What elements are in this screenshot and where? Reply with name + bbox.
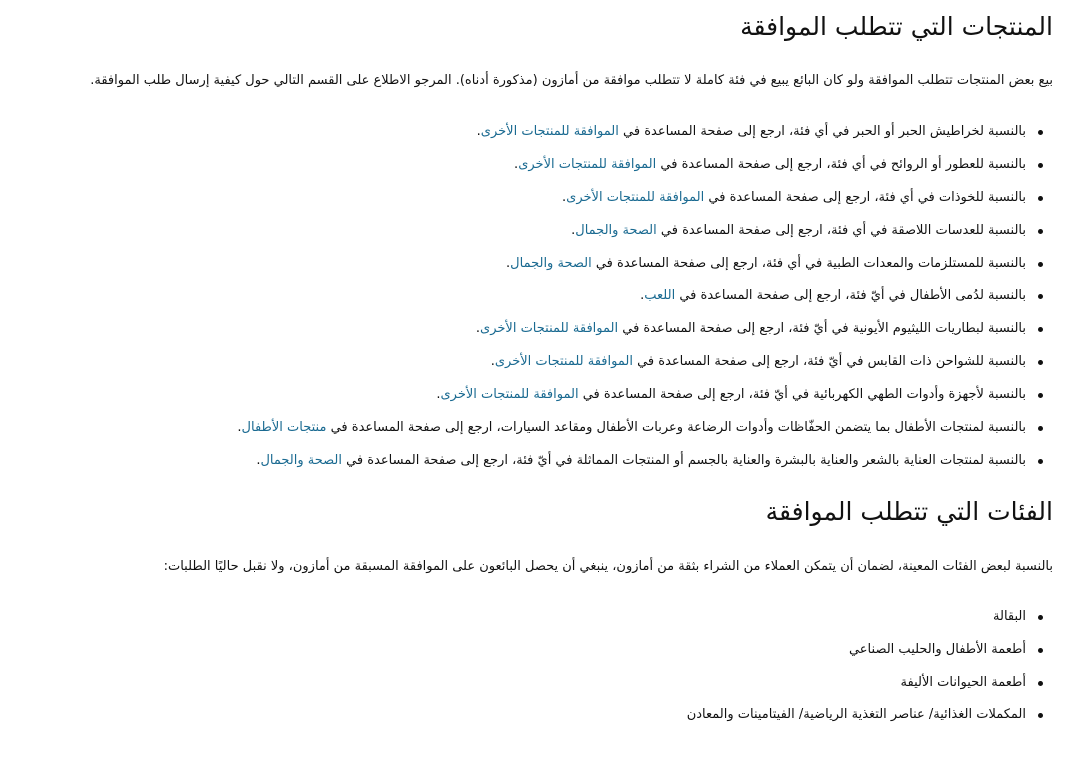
list-item: أطعمة الأطفال والحليب الصناعي — [4, 641, 1053, 674]
help-link-baby-products[interactable]: منتجات الأطفال — [241, 420, 327, 436]
list-item-text: بالنسبة لأجهزة وأدوات الطهي الكهربائية في أيّ فئة، ارجع إلى صفحة المساعدة في — [578, 387, 1026, 403]
list-item-end: . — [562, 189, 567, 205]
list-item-text: بالنسبة لخراطيش الحبر أو الحبر في أي فئة، ارجع إلى صفحة المساعدة في — [618, 124, 1026, 139]
list-item-end: . — [514, 156, 519, 172]
list-item: المكملات الغذائية/ عناصر التغذية الرياضية/ الفيتامينات والمعادن — [4, 706, 1053, 739]
list-item — [4, 123, 1053, 156]
products-intro-text: بيع بعض المنتجات تتطلب الموافقة ولو كان البائع يبيع في فئة كاملة لا تتطلب موافقة من أمازون (مذكورة أدناه). المرجو الاطلاع على القسم التالي حول كيفية إرسال طلب الموافقة. — [90, 73, 1053, 88]
list-item — [4, 287, 1053, 320]
list-item-end: . — [256, 452, 261, 468]
list-item-end: . — [436, 387, 441, 403]
list-item — [4, 189, 1053, 222]
list-item — [4, 255, 1053, 288]
categories-intro-text: بالنسبة لبعض الفئات المعينة، لضمان أن يتمكن العملاء من الشراء بثقة من أمازون، ينبغي أن يحصل البائعون على الموافقة المسبقة من أمازون، ولا نقبل حاليًا الطلبات: — [163, 558, 1053, 574]
help-link-health-beauty[interactable]: الصحة والجمال — [260, 452, 342, 468]
help-link-other-products[interactable]: الموافقة للمنتجات الأخرى — [480, 321, 619, 337]
list-item-end: . — [476, 124, 481, 139]
help-link-other-products[interactable]: الموافقة للمنتجات الأخرى — [518, 156, 657, 172]
list-item-end: . — [640, 288, 645, 304]
list-item: أطعمة الحيوانات الأليفة — [4, 674, 1053, 707]
list-item-text: بالنسبة لدُمى الأطفال في أيّ فئة، ارجع إلى صفحة المساعدة في — [675, 288, 1026, 304]
help-link-other-products[interactable]: الموافقة للمنتجات الأخرى — [480, 124, 619, 139]
list-item-text: بالنسبة لمنتجات العناية بالشعر والعناية بالبشرة والعناية بالجسم أو المنتجات المماثلة في أيّ فئة، ارجع إلى صفحة المساعدة في — [341, 452, 1026, 468]
list-item-text: بالنسبة للعدسات اللاصقة في أي فئة، ارجع إلى صفحة المساعدة في — [656, 222, 1026, 238]
list-item-end: . — [490, 354, 495, 370]
list-item-end: . — [571, 222, 576, 238]
categories-list — [4, 608, 1053, 740]
list-item — [4, 156, 1053, 189]
list-item — [4, 386, 1053, 419]
list-item — [4, 419, 1053, 452]
list-item-text: بالنسبة للمستلزمات والمعدات الطبية في أي فئة، ارجع إلى صفحة المساعدة في — [591, 255, 1026, 271]
help-link-toys[interactable]: اللعب — [644, 288, 676, 304]
help-link-other-products[interactable]: الموافقة للمنتجات الأخرى — [566, 189, 705, 205]
products-list — [4, 123, 1053, 485]
list-item-end: . — [475, 321, 481, 337]
help-link-other-products[interactable]: الموافقة للمنتجات الأخرى — [494, 354, 633, 370]
list-item — [4, 222, 1053, 255]
list-item-end: . — [506, 255, 511, 271]
list-item: البقالة — [4, 608, 1053, 641]
help-link-health-beauty[interactable]: الصحة والجمال — [510, 255, 592, 271]
list-item-text: بالنسبة لمنتجات الأطفال بما يتضمن الحفّاظات وأدوات الرضاعة وعربات الأطفال ومقاعد السيارات، ارجع إلى صفحة المساعدة في — [326, 420, 1026, 436]
list-item — [4, 353, 1053, 386]
products-requiring-approval-heading: المنتجات التي تتطلب الموافقة — [740, 12, 1053, 41]
help-link-other-products[interactable]: الموافقة للمنتجات الأخرى — [440, 387, 579, 403]
categories-requiring-approval-heading: الفئات التي تتطلب الموافقة — [765, 496, 1053, 526]
list-item-end: . — [237, 420, 242, 436]
list-item-text: بالنسبة للخوذات في أي فئة، ارجع إلى صفحة المساعدة في — [704, 189, 1026, 205]
list-item-text: بالنسبة لبطاريات الليثيوم الأيونية في أيّ فئة، ارجع إلى صفحة المساعدة في — [618, 321, 1026, 337]
list-item-text: بالنسبة للشواحن ذات القابس في أيّ فئة، ارجع إلى صفحة المساعدة في — [632, 354, 1026, 370]
list-item-text: بالنسبة للعطور أو الروائح في أي فئة، ارجع إلى صفحة المساعدة في — [656, 156, 1026, 172]
list-item — [4, 320, 1053, 353]
list-item — [4, 452, 1053, 485]
help-link-health-beauty[interactable]: الصحة والجمال — [575, 222, 657, 238]
